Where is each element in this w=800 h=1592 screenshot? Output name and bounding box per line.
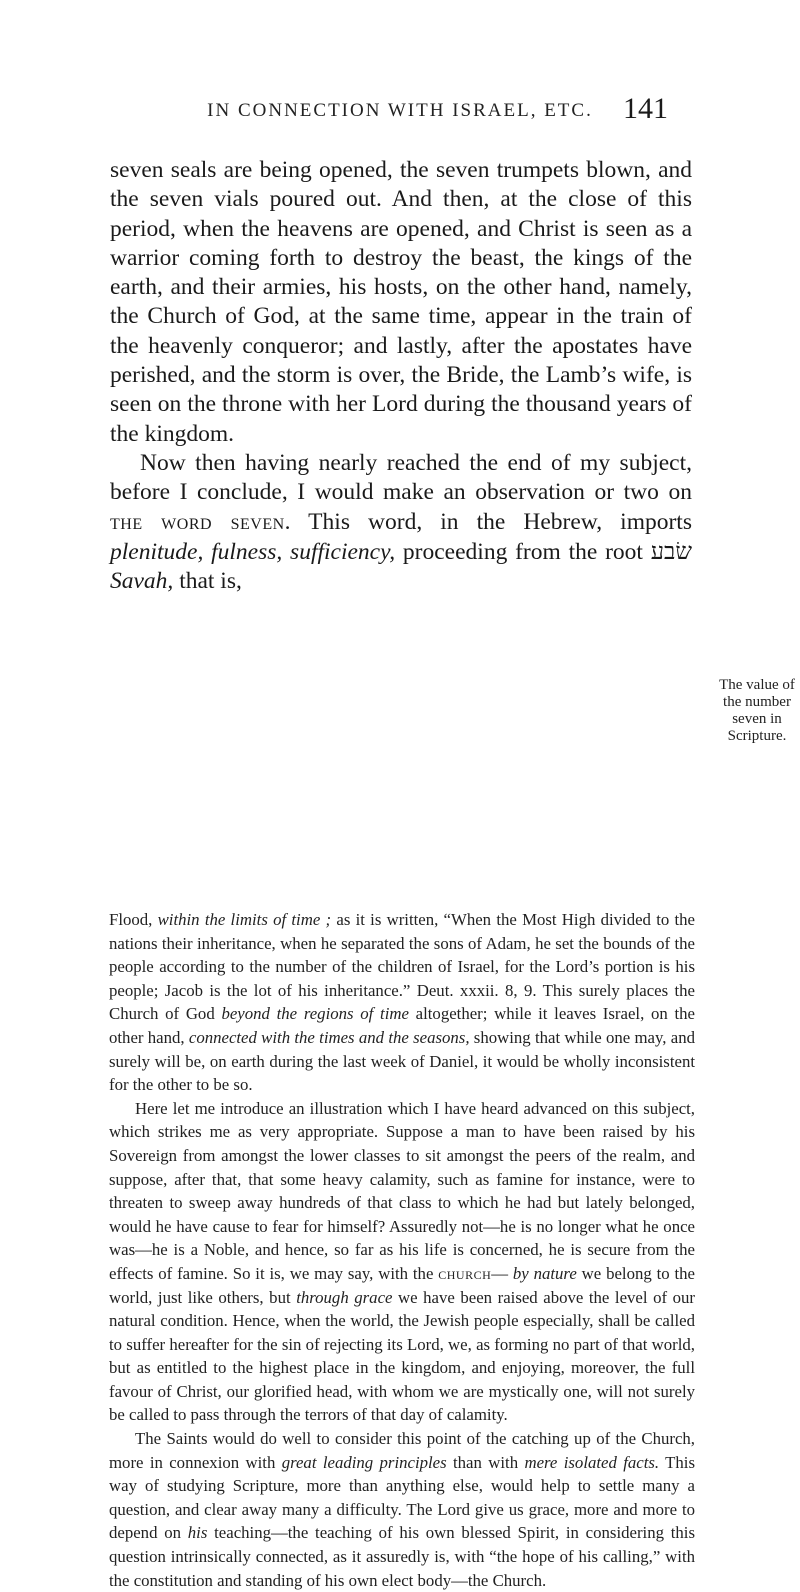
- fn1-a: Flood,: [109, 910, 158, 929]
- p2-text-e: proceeding from the root: [395, 538, 651, 565]
- fn1-d: beyond the regions of time: [221, 1004, 409, 1024]
- hebrew-root: שׂבע: [650, 536, 692, 565]
- fn1-g: showing that while one may, and surely will be, on earth during the last week of Daniel, it would be wholly inconsistent for the other to be so.: [109, 1027, 695, 1095]
- main-paragraph-2: [110, 449, 692, 596]
- fn3-e: This way of studying Scripture, more than anything else, would help to settle many a question, and clear away many a difficulty. The Lord give us grace, more and more to depend on: [109, 1452, 695, 1543]
- page-header: [0, 92, 800, 132]
- fn3-a: The Saints would do well to consider this point of the catching up of the Church, more in connexion with: [109, 1429, 695, 1472]
- fn3-d: mere isolated facts.: [524, 1452, 660, 1472]
- page-number: 141: [623, 92, 668, 125]
- fn2-b: church: [438, 1263, 492, 1283]
- fn1-e: altogether; while it leaves Israel, on the other hand,: [109, 1004, 695, 1047]
- fn3-f: his: [187, 1523, 208, 1543]
- footnote-paragraph-3: [109, 1427, 695, 1592]
- plenitude-phrase: plenitude, fulness, sufficiency,: [110, 538, 396, 565]
- main-paragraph-1: seven seals are being opened, the seven trumpets blown, and the seven vials poured out. And then, at the close of this period, when the heavens are opened, and Christ is seen as a warrior coming forth to destroy the beast, the kings of the earth, and their armies, his hosts, on the other hand, namely, the Church of God, at the same time, appear in the train of the heavenly conqueror; and lastly, after the apostates have perished, and the storm is over, the Bride, the Lamb’s wife, is seen on the throne with her Lord during the thousand years of the kingdom.: [110, 157, 692, 447]
- fn1-c: as it is written, “When the Most High divided to the nations their inheritance, when he separated the sons of Adam, he set the bounds of the people according to the number of the children of Israel, for the Lord’s portion is his people; Jacob is the lot of his inheritance.” Deut. xxxii. 8, 9. This surely places the Church of God: [109, 910, 695, 1024]
- fn3-b: great leading principles: [281, 1452, 447, 1472]
- p2-text-i: that is,: [173, 568, 242, 595]
- p2-text-c: . This word, in the Hebrew, imports: [284, 508, 692, 535]
- fn2-d: by nature: [512, 1263, 577, 1283]
- footnote-paragraph-1: [109, 908, 695, 1097]
- margin-note: The value of the number seven in Scripture.: [719, 677, 795, 744]
- footnote: [109, 908, 695, 1592]
- the-word-seven: the word seven: [110, 508, 285, 535]
- savah-word: Savah,: [110, 568, 174, 595]
- fn2-f: through grace: [296, 1287, 393, 1307]
- fn2-c: —: [491, 1263, 513, 1283]
- footnote-paragraph-2: [109, 1097, 695, 1427]
- fn2-e: we belong to the world, just like others, but: [109, 1263, 695, 1307]
- fn1-b: within the limits of time ;: [157, 910, 332, 929]
- fn2-g: we have been raised above the level of our natural condition. Hence, when the world, the Jewish people especially, shall be called to suffer hereafter for the sin of rejecting its Lord, we, as forming no part of that world, but as entitled to the highest place in the kingdom, and enjoying, moreover, the full favour of Christ, our glorified head, with whom we are mystically one, will not surely be called to pass through the terrors of that day of calamity.: [109, 1287, 695, 1425]
- fn3-g: teaching—the teaching of his own blessed Spirit, in considering this question intrinsically connected, as it assuredly is, with “the hope of his calling,” with the constitution and standing of his own elect body—the Church.: [109, 1523, 695, 1590]
- fn1-f: connected with the times and the seasons,: [188, 1027, 470, 1047]
- fn3-c: than with: [446, 1452, 525, 1472]
- main-text: [110, 156, 692, 596]
- p2-text-a: Now then having nearly reached the end of my subject, before I conclude, I would make an observation or two on: [110, 449, 692, 506]
- running-head: IN CONNECTION WITH ISRAEL, ETC.: [207, 100, 593, 121]
- fn2-a: Here let me introduce an illustration which I have heard advanced on this subject, which strikes me as very appropriate. Suppose a man to have been raised by his Sovereign from amongst the lower classes to sit amongst the peers of the realm, and suppose, after that, that some heavy calamity, such as famine for instance, were to threaten to sweep away hundreds of that class to which he had but lately belonged, would he have cause to fear for himself? Assuredly not—he is no longer what he once was—he is a Noble, and hence, so far as his life is concerned, he is secure from the effects of famine. So it is, we may say, with the: [109, 1098, 695, 1283]
